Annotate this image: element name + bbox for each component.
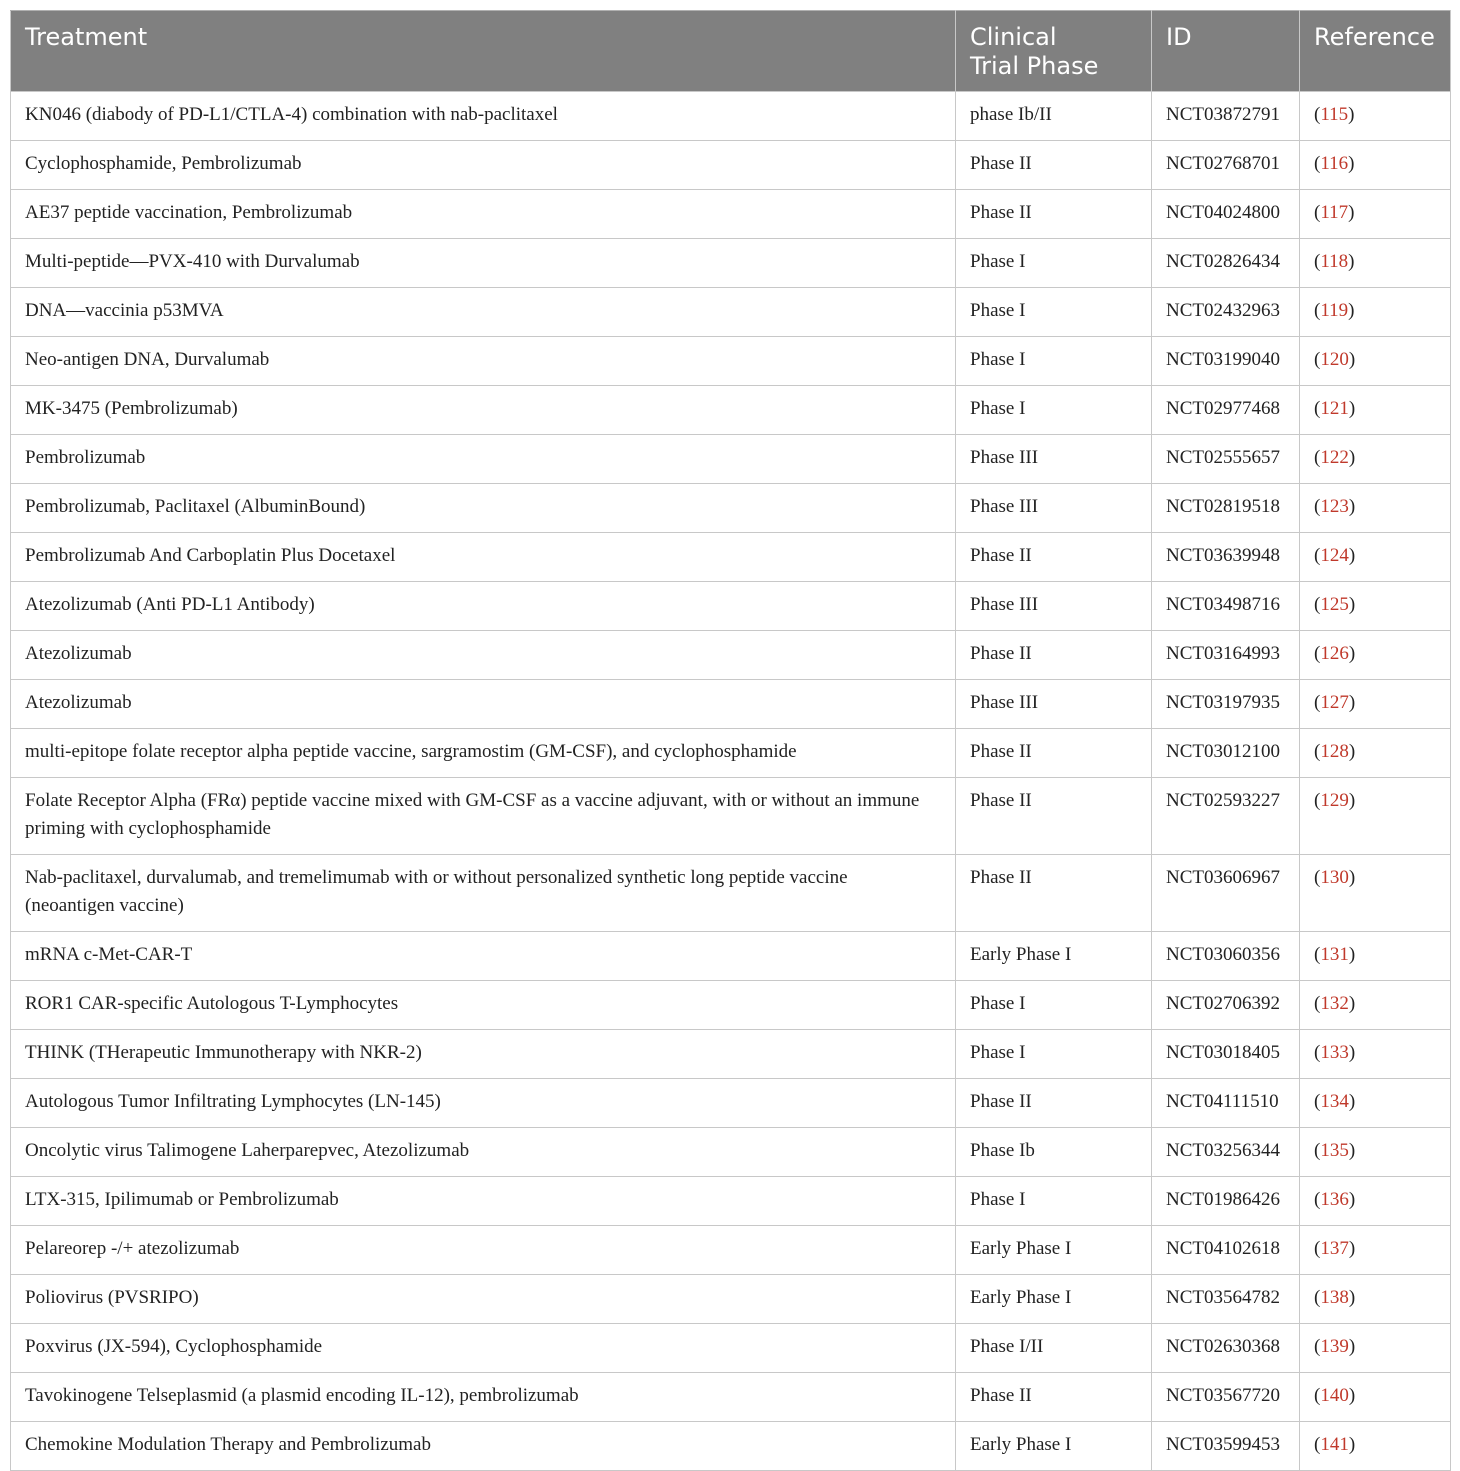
reference-open-paren: ( bbox=[1314, 1238, 1321, 1259]
cell-phase: Phase II bbox=[956, 1373, 1152, 1422]
cell-trial-id: NCT02432963 bbox=[1152, 288, 1300, 337]
cell-trial-id: NCT03872791 bbox=[1152, 92, 1300, 141]
cell-trial-id: NCT02768701 bbox=[1152, 141, 1300, 190]
cell-reference bbox=[1300, 92, 1451, 141]
cell-treatment: Multi-peptide—PVX-410 with Durvalumab bbox=[11, 239, 956, 288]
cell-phase: Phase II bbox=[956, 190, 1152, 239]
reference-open-paren: ( bbox=[1314, 202, 1321, 223]
cell-treatment: Folate Receptor Alpha (FRα) peptide vaccine mixed with GM-CSF as a vaccine adjuvant, with or without an immune priming with cyclophosphamide bbox=[11, 778, 956, 855]
cell-treatment: LTX-315, Ipilimumab or Pembrolizumab bbox=[11, 1177, 956, 1226]
cell-trial-id: NCT03599453 bbox=[1152, 1422, 1300, 1471]
reference-close-paren: ) bbox=[1348, 1336, 1356, 1357]
table-row bbox=[11, 1030, 1451, 1079]
cell-phase: Phase II bbox=[956, 778, 1152, 855]
table-row bbox=[11, 1079, 1451, 1128]
cell-phase: Early Phase I bbox=[956, 1226, 1152, 1275]
cell-trial-id: NCT03199040 bbox=[1152, 337, 1300, 386]
reference-open-paren: ( bbox=[1314, 251, 1321, 272]
cell-trial-id: NCT01986426 bbox=[1152, 1177, 1300, 1226]
reference-link[interactable]: 128 bbox=[1320, 741, 1349, 762]
cell-trial-id: NCT02630368 bbox=[1152, 1324, 1300, 1373]
cell-treatment: Pelareorep -/+ atezolizumab bbox=[11, 1226, 956, 1275]
cell-trial-id: NCT04102618 bbox=[1152, 1226, 1300, 1275]
table-row bbox=[11, 190, 1451, 239]
cell-phase: Phase I bbox=[956, 337, 1152, 386]
cell-treatment: Poliovirus (PVSRIPO) bbox=[11, 1275, 956, 1324]
cell-reference bbox=[1300, 1275, 1451, 1324]
reference-open-paren: ( bbox=[1314, 643, 1321, 664]
reference-link[interactable]: 135 bbox=[1320, 1140, 1349, 1161]
reference-close-paren: ) bbox=[1348, 545, 1356, 566]
cell-phase: Phase II bbox=[956, 631, 1152, 680]
cell-treatment: Pembrolizumab And Carboplatin Plus Docetaxel bbox=[11, 533, 956, 582]
table-row bbox=[11, 141, 1451, 190]
table-header-row bbox=[11, 11, 1451, 92]
reference-close-paren: ) bbox=[1348, 1091, 1356, 1112]
table-row bbox=[11, 981, 1451, 1030]
cell-treatment: Nab-paclitaxel, durvalumab, and tremelimumab with or without personalized synthetic long peptide vaccine (neoantigen vaccine) bbox=[11, 855, 956, 932]
table-row bbox=[11, 533, 1451, 582]
reference-open-paren: ( bbox=[1314, 1091, 1321, 1112]
cell-reference bbox=[1300, 1177, 1451, 1226]
reference-open-paren: ( bbox=[1314, 545, 1321, 566]
reference-close-paren: ) bbox=[1348, 594, 1356, 615]
cell-treatment: Autologous Tumor Infiltrating Lymphocytes (LN-145) bbox=[11, 1079, 956, 1128]
cell-reference bbox=[1300, 1030, 1451, 1079]
cell-phase: Phase II bbox=[956, 729, 1152, 778]
cell-phase: Phase Ib bbox=[956, 1128, 1152, 1177]
cell-treatment: Atezolizumab (Anti PD-L1 Antibody) bbox=[11, 582, 956, 631]
reference-open-paren: ( bbox=[1314, 993, 1321, 1014]
reference-close-paren: ) bbox=[1348, 643, 1356, 664]
cell-treatment: Cyclophosphamide, Pembrolizumab bbox=[11, 141, 956, 190]
cell-trial-id: NCT02819518 bbox=[1152, 484, 1300, 533]
reference-close-paren: ) bbox=[1348, 447, 1356, 468]
reference-close-paren: ) bbox=[1348, 153, 1355, 174]
cell-treatment: Atezolizumab bbox=[11, 631, 956, 680]
cell-reference bbox=[1300, 141, 1451, 190]
reference-open-paren: ( bbox=[1314, 1287, 1321, 1308]
cell-reference bbox=[1300, 386, 1451, 435]
reference-link[interactable]: 134 bbox=[1320, 1091, 1349, 1112]
cell-phase: Phase II bbox=[956, 1079, 1152, 1128]
cell-phase: Early Phase I bbox=[956, 932, 1152, 981]
reference-close-paren: ) bbox=[1348, 349, 1356, 370]
reference-close-paren: ) bbox=[1348, 1189, 1356, 1210]
reference-open-paren: ( bbox=[1314, 1385, 1321, 1406]
reference-close-paren: ) bbox=[1348, 496, 1356, 517]
table-row bbox=[11, 855, 1451, 932]
cell-treatment: ROR1 CAR-specific Autologous T-Lymphocytes bbox=[11, 981, 956, 1030]
reference-link[interactable]: 115 bbox=[1320, 104, 1349, 125]
table-row bbox=[11, 386, 1451, 435]
table-row bbox=[11, 92, 1451, 141]
cell-treatment: AE37 peptide vaccination, Pembrolizumab bbox=[11, 190, 956, 239]
cell-reference bbox=[1300, 1226, 1451, 1275]
cell-trial-id: NCT03197935 bbox=[1152, 680, 1300, 729]
cell-reference bbox=[1300, 680, 1451, 729]
cell-phase: Phase I/II bbox=[956, 1324, 1152, 1373]
cell-reference bbox=[1300, 288, 1451, 337]
reference-link[interactable]: 120 bbox=[1320, 349, 1349, 370]
table-body bbox=[11, 92, 1451, 1471]
header-clinical-trial-phase bbox=[956, 11, 1152, 92]
reference-link[interactable]: 133 bbox=[1320, 1042, 1349, 1063]
reference-open-paren: ( bbox=[1314, 1189, 1321, 1210]
cell-reference bbox=[1300, 239, 1451, 288]
cell-trial-id: NCT02706392 bbox=[1152, 981, 1300, 1030]
header-reference: Reference bbox=[1300, 11, 1451, 92]
cell-treatment: KN046 (diabody of PD-L1/CTLA-4) combination with nab-paclitaxel bbox=[11, 92, 956, 141]
cell-trial-id: NCT03639948 bbox=[1152, 533, 1300, 582]
cell-treatment: DNA—vaccinia p53MVA bbox=[11, 288, 956, 337]
cell-trial-id: NCT02555657 bbox=[1152, 435, 1300, 484]
reference-close-paren: ) bbox=[1348, 790, 1356, 811]
clinical-trials-table bbox=[10, 10, 1451, 1471]
cell-treatment: Tavokinogene Telseplasmid (a plasmid encoding IL-12), pembrolizumab bbox=[11, 1373, 956, 1422]
reference-open-paren: ( bbox=[1314, 1140, 1321, 1161]
cell-phase: Phase III bbox=[956, 435, 1152, 484]
reference-close-paren: ) bbox=[1348, 202, 1355, 223]
cell-phase: phase Ib/II bbox=[956, 92, 1152, 141]
table-row bbox=[11, 435, 1451, 484]
cell-reference bbox=[1300, 337, 1451, 386]
reference-open-paren: ( bbox=[1314, 153, 1321, 174]
cell-trial-id: NCT03606967 bbox=[1152, 855, 1300, 932]
cell-reference bbox=[1300, 778, 1451, 855]
table-row bbox=[11, 288, 1451, 337]
cell-phase: Early Phase I bbox=[956, 1275, 1152, 1324]
reference-link[interactable]: 141 bbox=[1320, 1434, 1349, 1455]
reference-open-paren: ( bbox=[1314, 447, 1321, 468]
cell-reference bbox=[1300, 1079, 1451, 1128]
cell-reference bbox=[1300, 582, 1451, 631]
cell-trial-id: NCT03256344 bbox=[1152, 1128, 1300, 1177]
table-row bbox=[11, 1226, 1451, 1275]
cell-phase: Phase I bbox=[956, 288, 1152, 337]
header-phase-line1: Clinical bbox=[970, 23, 1057, 51]
cell-reference bbox=[1300, 1324, 1451, 1373]
table-row bbox=[11, 239, 1451, 288]
reference-close-paren: ) bbox=[1348, 1434, 1356, 1455]
cell-reference bbox=[1300, 1128, 1451, 1177]
cell-reference bbox=[1300, 190, 1451, 239]
cell-trial-id: NCT03567720 bbox=[1152, 1373, 1300, 1422]
cell-phase: Phase I bbox=[956, 981, 1152, 1030]
cell-reference bbox=[1300, 1373, 1451, 1422]
cell-treatment: MK-3475 (Pembrolizumab) bbox=[11, 386, 956, 435]
reference-link[interactable]: 140 bbox=[1320, 1385, 1349, 1406]
reference-open-paren: ( bbox=[1314, 1336, 1321, 1357]
table-row bbox=[11, 1373, 1451, 1422]
cell-trial-id: NCT04024800 bbox=[1152, 190, 1300, 239]
reference-open-paren: ( bbox=[1314, 300, 1321, 321]
table-row bbox=[11, 1275, 1451, 1324]
reference-close-paren: ) bbox=[1348, 993, 1356, 1014]
cell-treatment: mRNA c-Met-CAR-T bbox=[11, 932, 956, 981]
cell-treatment: Neo-antigen DNA, Durvalumab bbox=[11, 337, 956, 386]
reference-open-paren: ( bbox=[1314, 1434, 1321, 1455]
cell-reference bbox=[1300, 484, 1451, 533]
cell-trial-id: NCT03012100 bbox=[1152, 729, 1300, 778]
cell-trial-id: NCT03498716 bbox=[1152, 582, 1300, 631]
table-row bbox=[11, 582, 1451, 631]
cell-reference bbox=[1300, 729, 1451, 778]
cell-trial-id: NCT02977468 bbox=[1152, 386, 1300, 435]
reference-link[interactable]: 132 bbox=[1320, 993, 1349, 1014]
reference-close-paren: ) bbox=[1348, 398, 1356, 419]
cell-treatment: Pembrolizumab bbox=[11, 435, 956, 484]
cell-phase: Phase III bbox=[956, 680, 1152, 729]
reference-link[interactable]: 121 bbox=[1320, 398, 1349, 419]
reference-open-paren: ( bbox=[1314, 867, 1321, 888]
cell-phase: Phase I bbox=[956, 1030, 1152, 1079]
reference-open-paren: ( bbox=[1314, 741, 1321, 762]
reference-open-paren: ( bbox=[1314, 594, 1321, 615]
reference-link[interactable]: 129 bbox=[1320, 790, 1349, 811]
cell-trial-id: NCT02826434 bbox=[1152, 239, 1300, 288]
reference-link[interactable]: 131 bbox=[1320, 944, 1349, 965]
table-row bbox=[11, 680, 1451, 729]
reference-open-paren: ( bbox=[1314, 398, 1321, 419]
cell-phase: Phase I bbox=[956, 1177, 1152, 1226]
cell-phase: Early Phase I bbox=[956, 1422, 1152, 1471]
reference-close-paren: ) bbox=[1348, 1287, 1356, 1308]
cell-reference bbox=[1300, 981, 1451, 1030]
reference-link[interactable]: 136 bbox=[1320, 1189, 1349, 1210]
cell-reference bbox=[1300, 855, 1451, 932]
reference-close-paren: ) bbox=[1348, 944, 1356, 965]
cell-treatment: multi-epitope folate receptor alpha peptide vaccine, sargramostim (GM-CSF), and cyclophosphamide bbox=[11, 729, 956, 778]
cell-trial-id: NCT02593227 bbox=[1152, 778, 1300, 855]
cell-treatment: Poxvirus (JX-594), Cyclophosphamide bbox=[11, 1324, 956, 1373]
cell-reference bbox=[1300, 1422, 1451, 1471]
reference-open-paren: ( bbox=[1314, 349, 1321, 370]
cell-treatment: Atezolizumab bbox=[11, 680, 956, 729]
cell-phase: Phase I bbox=[956, 239, 1152, 288]
reference-link[interactable]: 116 bbox=[1320, 153, 1349, 174]
header-phase-line2: Trial Phase bbox=[970, 52, 1099, 80]
cell-trial-id: NCT03018405 bbox=[1152, 1030, 1300, 1079]
cell-phase: Phase II bbox=[956, 533, 1152, 582]
reference-link[interactable]: 118 bbox=[1320, 251, 1349, 272]
table-row bbox=[11, 1422, 1451, 1471]
reference-close-paren: ) bbox=[1348, 741, 1356, 762]
header-treatment: Treatment bbox=[11, 11, 956, 92]
reference-link[interactable]: 123 bbox=[1320, 496, 1349, 517]
cell-trial-id: NCT03564782 bbox=[1152, 1275, 1300, 1324]
reference-close-paren: ) bbox=[1348, 104, 1355, 125]
cell-phase: Phase III bbox=[956, 582, 1152, 631]
cell-trial-id: NCT03060356 bbox=[1152, 932, 1300, 981]
reference-link[interactable]: 127 bbox=[1320, 692, 1349, 713]
cell-treatment: Oncolytic virus Talimogene Laherparepvec, Atezolizumab bbox=[11, 1128, 956, 1177]
cell-phase: Phase II bbox=[956, 855, 1152, 932]
table-row bbox=[11, 484, 1451, 533]
cell-reference bbox=[1300, 435, 1451, 484]
reference-link[interactable]: 117 bbox=[1320, 202, 1349, 223]
reference-close-paren: ) bbox=[1348, 867, 1356, 888]
cell-phase: Phase III bbox=[956, 484, 1152, 533]
table-row bbox=[11, 1177, 1451, 1226]
reference-open-paren: ( bbox=[1314, 1042, 1321, 1063]
reference-link[interactable]: 138 bbox=[1320, 1287, 1349, 1308]
reference-link[interactable]: 139 bbox=[1320, 1336, 1349, 1357]
cell-reference bbox=[1300, 932, 1451, 981]
cell-treatment: THINK (THerapeutic Immunotherapy with NKR-2) bbox=[11, 1030, 956, 1079]
reference-open-paren: ( bbox=[1314, 104, 1321, 125]
clinical-trials-table-container bbox=[10, 10, 1450, 1471]
reference-link[interactable]: 126 bbox=[1320, 643, 1349, 664]
reference-close-paren: ) bbox=[1348, 251, 1355, 272]
cell-reference bbox=[1300, 631, 1451, 680]
reference-close-paren: ) bbox=[1348, 1238, 1356, 1259]
cell-phase: Phase I bbox=[956, 386, 1152, 435]
table-row bbox=[11, 1128, 1451, 1177]
reference-open-paren: ( bbox=[1314, 944, 1321, 965]
table-row bbox=[11, 778, 1451, 855]
table-row bbox=[11, 729, 1451, 778]
reference-open-paren: ( bbox=[1314, 496, 1321, 517]
reference-close-paren: ) bbox=[1348, 1140, 1356, 1161]
reference-link[interactable]: 130 bbox=[1320, 867, 1349, 888]
reference-link[interactable]: 122 bbox=[1320, 447, 1349, 468]
reference-open-paren: ( bbox=[1314, 790, 1321, 811]
cell-trial-id: NCT03164993 bbox=[1152, 631, 1300, 680]
reference-close-paren: ) bbox=[1348, 1385, 1356, 1406]
table-row bbox=[11, 337, 1451, 386]
reference-link[interactable]: 125 bbox=[1320, 594, 1349, 615]
reference-link[interactable]: 124 bbox=[1320, 545, 1349, 566]
cell-treatment: Chemokine Modulation Therapy and Pembrolizumab bbox=[11, 1422, 956, 1471]
reference-link[interactable]: 137 bbox=[1320, 1238, 1349, 1259]
reference-close-paren: ) bbox=[1348, 300, 1355, 321]
reference-close-paren: ) bbox=[1348, 692, 1356, 713]
table-row bbox=[11, 932, 1451, 981]
reference-link[interactable]: 119 bbox=[1320, 300, 1349, 321]
reference-open-paren: ( bbox=[1314, 692, 1321, 713]
cell-trial-id: NCT04111510 bbox=[1152, 1079, 1300, 1128]
table-row bbox=[11, 631, 1451, 680]
cell-reference bbox=[1300, 533, 1451, 582]
reference-close-paren: ) bbox=[1348, 1042, 1356, 1063]
cell-treatment: Pembrolizumab, Paclitaxel (AlbuminBound) bbox=[11, 484, 956, 533]
table-row bbox=[11, 1324, 1451, 1373]
cell-phase: Phase II bbox=[956, 141, 1152, 190]
header-id: ID bbox=[1152, 11, 1300, 92]
